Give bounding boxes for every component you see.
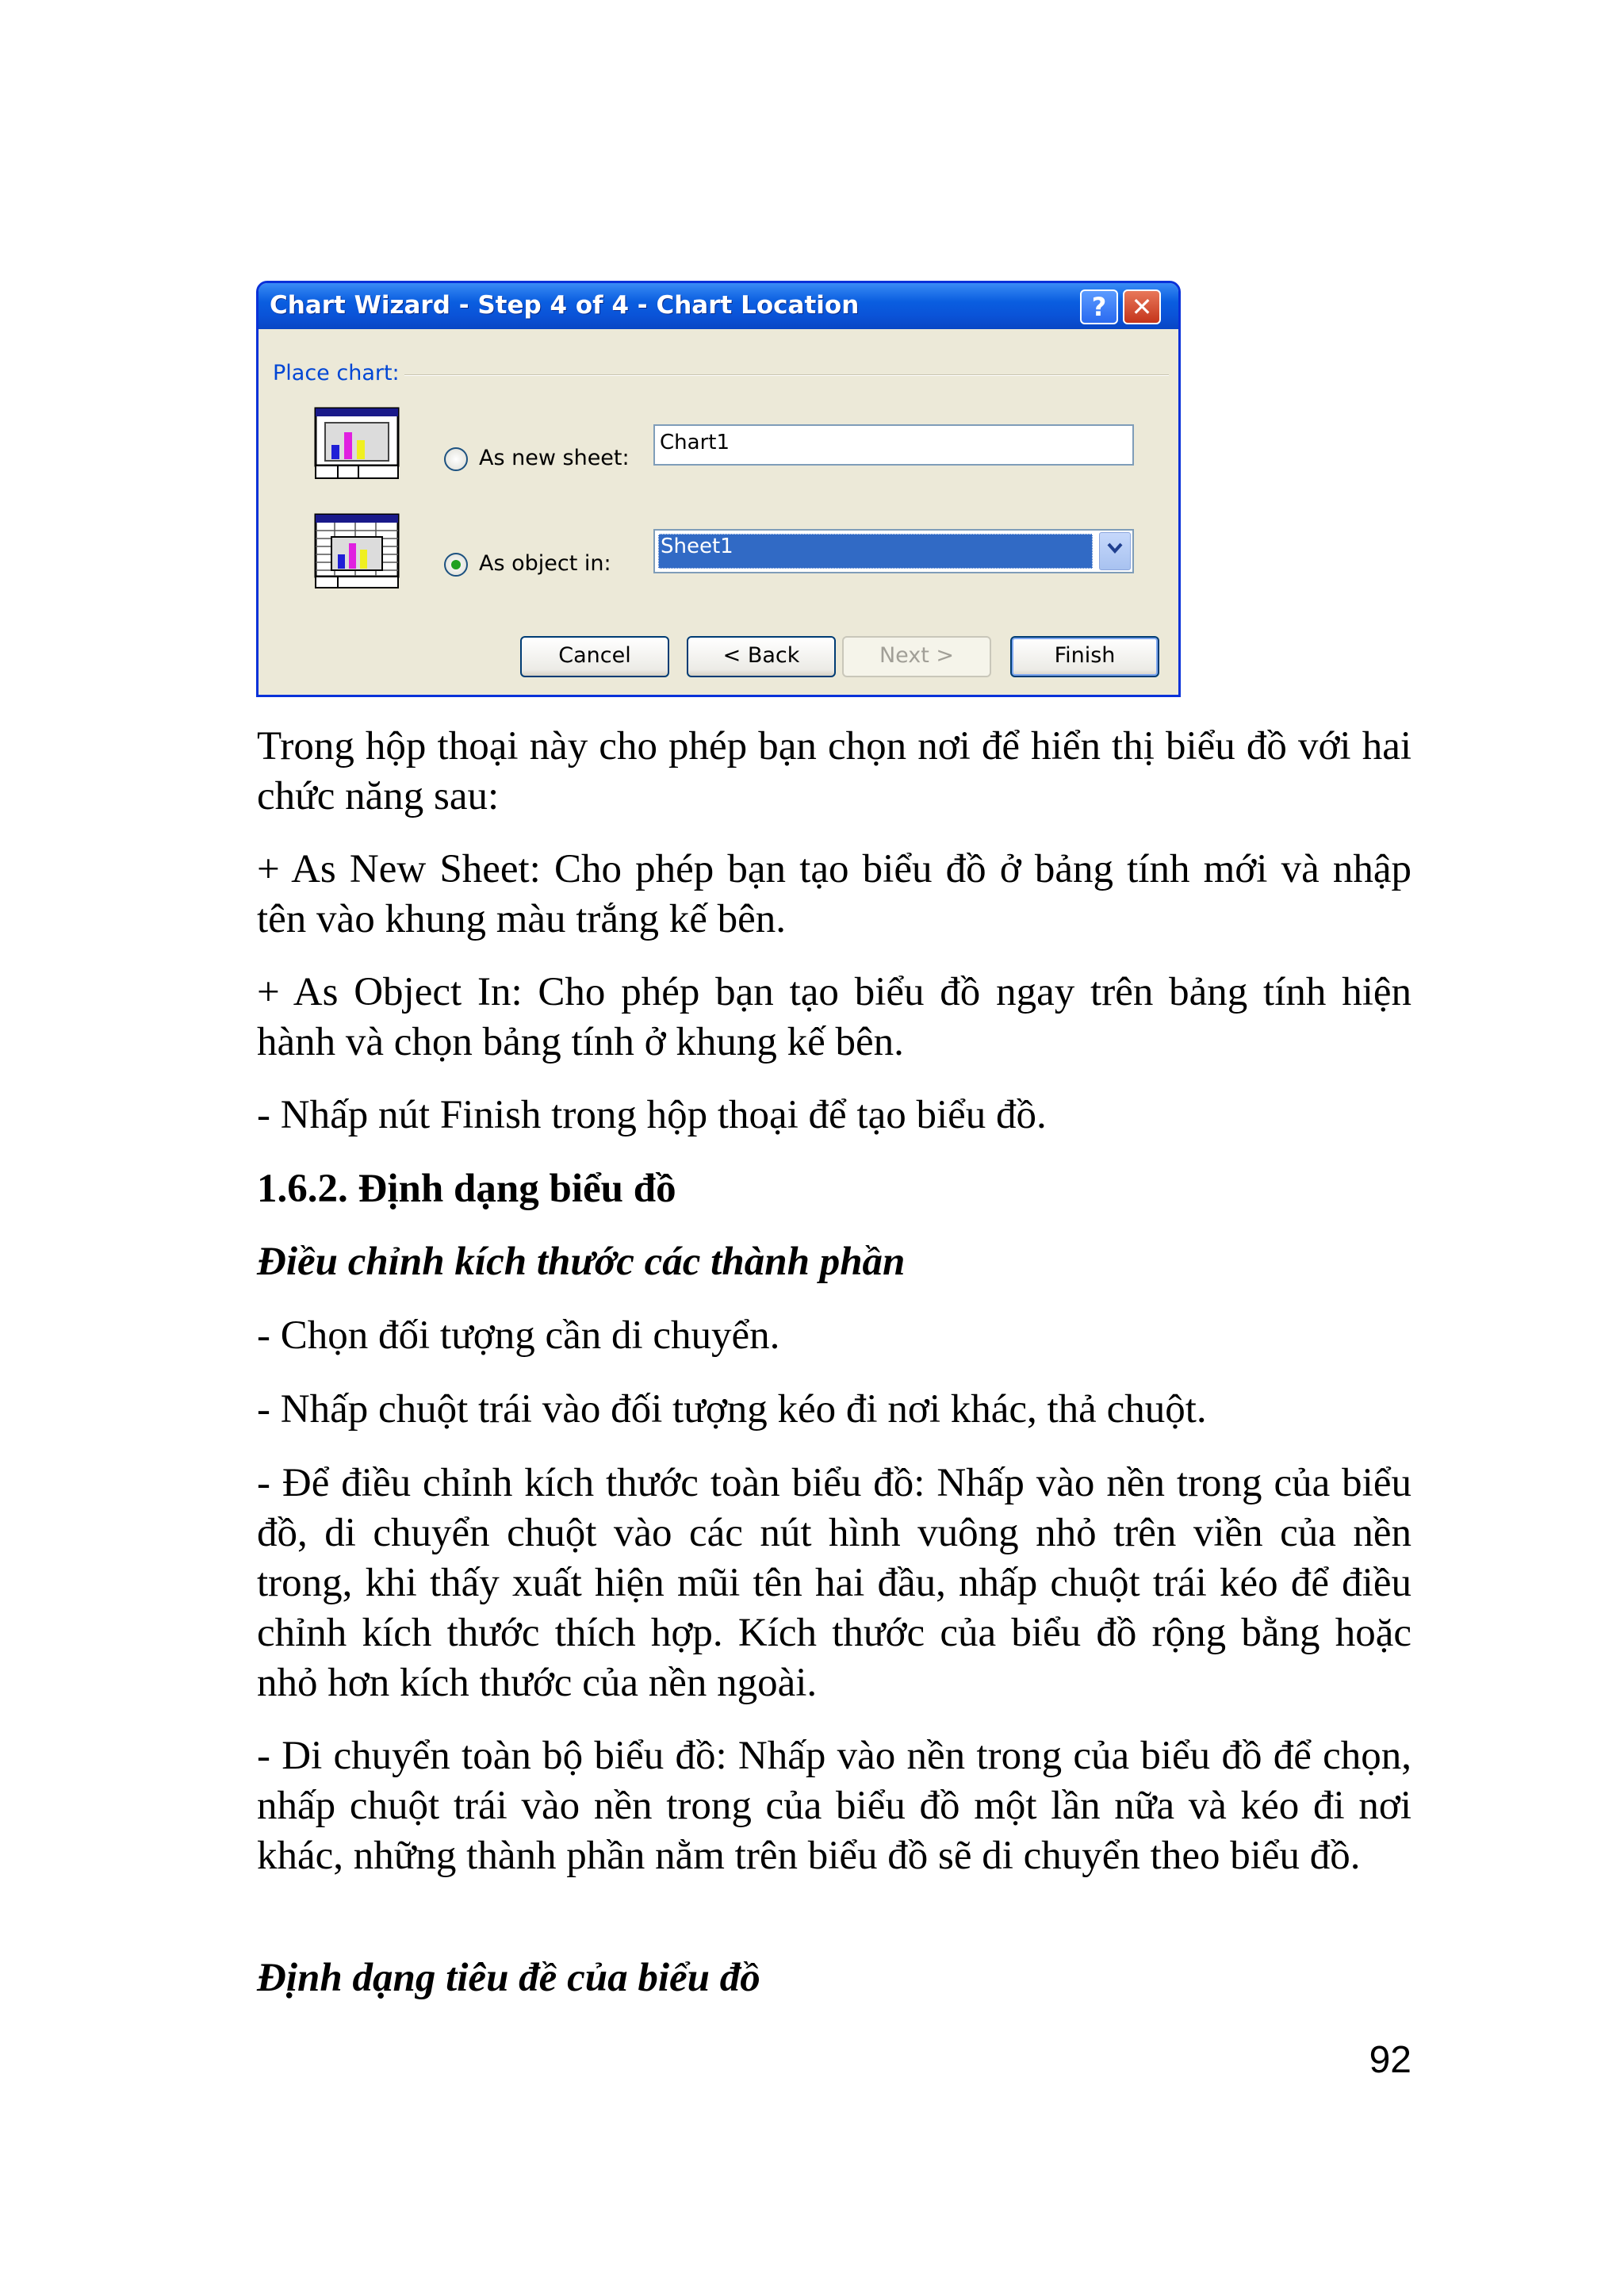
group-divider: [404, 374, 1169, 376]
object-in-sheet-icon: [314, 513, 400, 589]
object-in-label: As object in:: [479, 551, 611, 576]
new-sheet-chart-icon: [314, 407, 400, 480]
radio-selected-dot: [451, 560, 461, 569]
subheading-title-format: Định dạng tiêu đề của biểu đồ: [257, 1956, 760, 2000]
object-in-sheet-select[interactable]: [653, 529, 1134, 573]
page-number: 92: [1369, 2039, 1411, 2081]
paragraph-as-object-in: + As Object In: Cho phép bạn tạo biểu đồ ngay trên bảng tính hiện hành và chọn bảng tính ở khung kế bên.: [257, 970, 1411, 1064]
help-button[interactable]: ?: [1080, 289, 1118, 324]
selected-sheet: Sheet1: [658, 534, 1093, 569]
paragraph-resize-chart: - Để điều chỉnh kích thước toàn biểu đồ: Nhấp vào nền trong của biểu đồ, di chuyển chuột vào các nút hình vuông nhỏ trên viền của nền trong, khi thấy xuất hiện mũi tên hai đầu, nhấp chuột trái kéo để điều chỉnh kích thước thích hợp. Kích thước của biểu đồ rộng bằng hoặc nhỏ hơn kích thước của nền ngoài.: [257, 1461, 1411, 1705]
cancel-button[interactable]: Cancel: [520, 636, 669, 677]
paragraph-move-chart: - Di chuyển toàn bộ biểu đồ: Nhấp vào nền trong của biểu đồ để chọn, nhấp chuột trái vào nền trong của biểu đồ một lần nữa và kéo đi nơi khác, những thành phần nằm trên biểu đồ sẽ di chuyển theo biểu đồ.: [257, 1734, 1411, 1878]
close-button[interactable]: ✕: [1123, 289, 1161, 324]
new-sheet-radio[interactable]: [444, 447, 468, 471]
dialog-title: Chart Wizard - Step 4 of 4 - Chart Location: [270, 291, 860, 320]
next-button[interactable]: Next >: [842, 636, 991, 677]
chevron-down-icon: [1107, 542, 1123, 554]
place-chart-label: Place chart:: [273, 361, 400, 385]
paragraph-finish: - Nhấp nút Finish trong hộp thoại để tạo biểu đồ.: [257, 1093, 1047, 1137]
subheading-resize: Điều chỉnh kích thước các thành phần: [257, 1240, 906, 1284]
finish-button[interactable]: Finish: [1010, 636, 1159, 677]
section-heading: 1.6.2. Định dạng biểu đồ: [257, 1167, 676, 1211]
paragraph-as-new-sheet: + As New Sheet: Cho phép bạn tạo biểu đồ ở bảng tính mới và nhập tên vào khung màu trắng kế bên.: [257, 847, 1411, 941]
paragraph-drag-object: - Nhấp chuột trái vào đối tượng kéo đi nơi khác, thả chuột.: [257, 1387, 1207, 1432]
dropdown-arrow-button[interactable]: [1099, 532, 1131, 570]
back-button[interactable]: < Back: [687, 636, 836, 677]
new-sheet-name-input[interactable]: Chart1: [653, 424, 1134, 466]
new-sheet-label: As new sheet:: [479, 446, 630, 470]
dialog-title-bar[interactable]: [259, 283, 1178, 329]
chart-wizard-dialog: [256, 281, 1181, 697]
object-in-radio[interactable]: [444, 553, 468, 577]
paragraph-intro: Trong hộp thoại này cho phép bạn chọn nơi để hiển thị biểu đồ với hai chức năng sau:: [257, 724, 1411, 818]
paragraph-select-object: - Chọn đối tượng cần di chuyển.: [257, 1313, 780, 1358]
